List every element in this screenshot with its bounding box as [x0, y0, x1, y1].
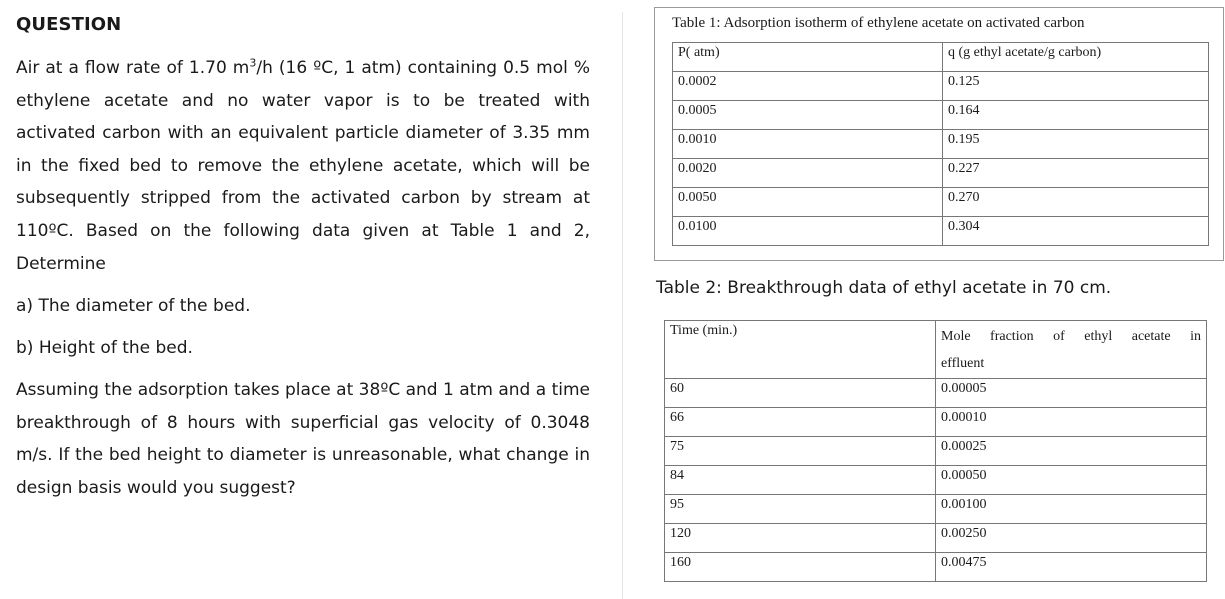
table2-cell: 160 [665, 553, 936, 582]
table1-header-q: q (g ethyl acetate/g carbon) [943, 43, 1209, 72]
table-row [665, 524, 1207, 553]
table2-cell: 0.00010 [936, 408, 1207, 437]
table2-cell: 0.00475 [936, 553, 1207, 582]
table-row [665, 553, 1207, 582]
table2 [664, 320, 1207, 582]
table1-cell: 0.0100 [673, 217, 943, 246]
question-heading: QUESTION [16, 14, 122, 35]
table1-cell: 0.227 [943, 159, 1209, 188]
table1-cell: 0.0002 [673, 72, 943, 101]
table-row [673, 130, 1209, 159]
part-b: b) Height of the bed. [16, 338, 193, 359]
table2-cell: 0.00025 [936, 437, 1207, 466]
table2-cell: 0.00250 [936, 524, 1207, 553]
table2-cell: 84 [665, 466, 936, 495]
table2-cell: 0.00005 [936, 379, 1207, 408]
table-row [673, 101, 1209, 130]
table2-cell: 0.00100 [936, 495, 1207, 524]
table1-cell: 0.0005 [673, 101, 943, 130]
table1-header-row [673, 43, 1209, 72]
table1-cell: 0.0050 [673, 188, 943, 217]
table-row [665, 495, 1207, 524]
table-row [673, 188, 1209, 217]
table-row [665, 408, 1207, 437]
table2-cell: 0.00050 [936, 466, 1207, 495]
question-intro [16, 52, 590, 280]
assumption-paragraph: Assuming the adsorption takes place at 38ºC and 1 atm and a time breakthrough of 8 hours with superficial gas velocity of 0.3048 m/s. If the bed height to diameter is unreasonable, what change in design basis would you suggest? [16, 380, 590, 498]
table1-title: Table 1: Adsorption isotherm of ethylene acetate on activated carbon [672, 15, 1085, 31]
table2-cell: 75 [665, 437, 936, 466]
intro-text-end: /h (16 ºC, 1 atm) containing 0.5 mol % ethylene acetate and no water vapor is to be treated with activated carbon with an equivalent particle diameter of 3.35 mm in the fixed bed to remove the ethylene acetate, which will be subsequently stripped from the activated carbon by stream at 110ºC. Based on the following data given at Table 1 and 2, Determine [16, 58, 590, 274]
table2-header-fraction-line1: Mole fraction of ethyl acetate in [941, 329, 1201, 344]
table2-cell: 66 [665, 408, 936, 437]
table2-title: Table 2: Breakthrough data of ethyl acetate in 70 cm. [656, 278, 1112, 298]
table1 [672, 42, 1209, 246]
table1-cell: 0.125 [943, 72, 1209, 101]
table2-cell: 60 [665, 379, 936, 408]
intro-superscript: 3 [249, 56, 257, 70]
part-a: a) The diameter of the bed. [16, 296, 251, 317]
column-divider [622, 12, 623, 599]
table-row [665, 466, 1207, 495]
table1-cell: 0.195 [943, 130, 1209, 159]
table-row [673, 159, 1209, 188]
table1-cell: 0.0010 [673, 130, 943, 159]
table-row [673, 72, 1209, 101]
table1-cell: 0.164 [943, 101, 1209, 130]
table2-cell: 95 [665, 495, 936, 524]
table1-cell: 0.0020 [673, 159, 943, 188]
table-row [665, 437, 1207, 466]
table-row [673, 217, 1209, 246]
table1-cell: 0.304 [943, 217, 1209, 246]
table2-header-fraction-line2: effluent [941, 356, 985, 371]
intro-text-start: Air at a flow rate of 1.70 m [16, 58, 250, 78]
table1-cell: 0.270 [943, 188, 1209, 217]
table-row [665, 379, 1207, 408]
table1-header-p: P( atm) [673, 43, 943, 72]
table2-header-fraction [936, 321, 1207, 379]
question-section [16, 14, 590, 505]
table2-header-row [665, 321, 1207, 379]
table2-header-time: Time (min.) [665, 321, 936, 379]
table2-cell: 120 [665, 524, 936, 553]
